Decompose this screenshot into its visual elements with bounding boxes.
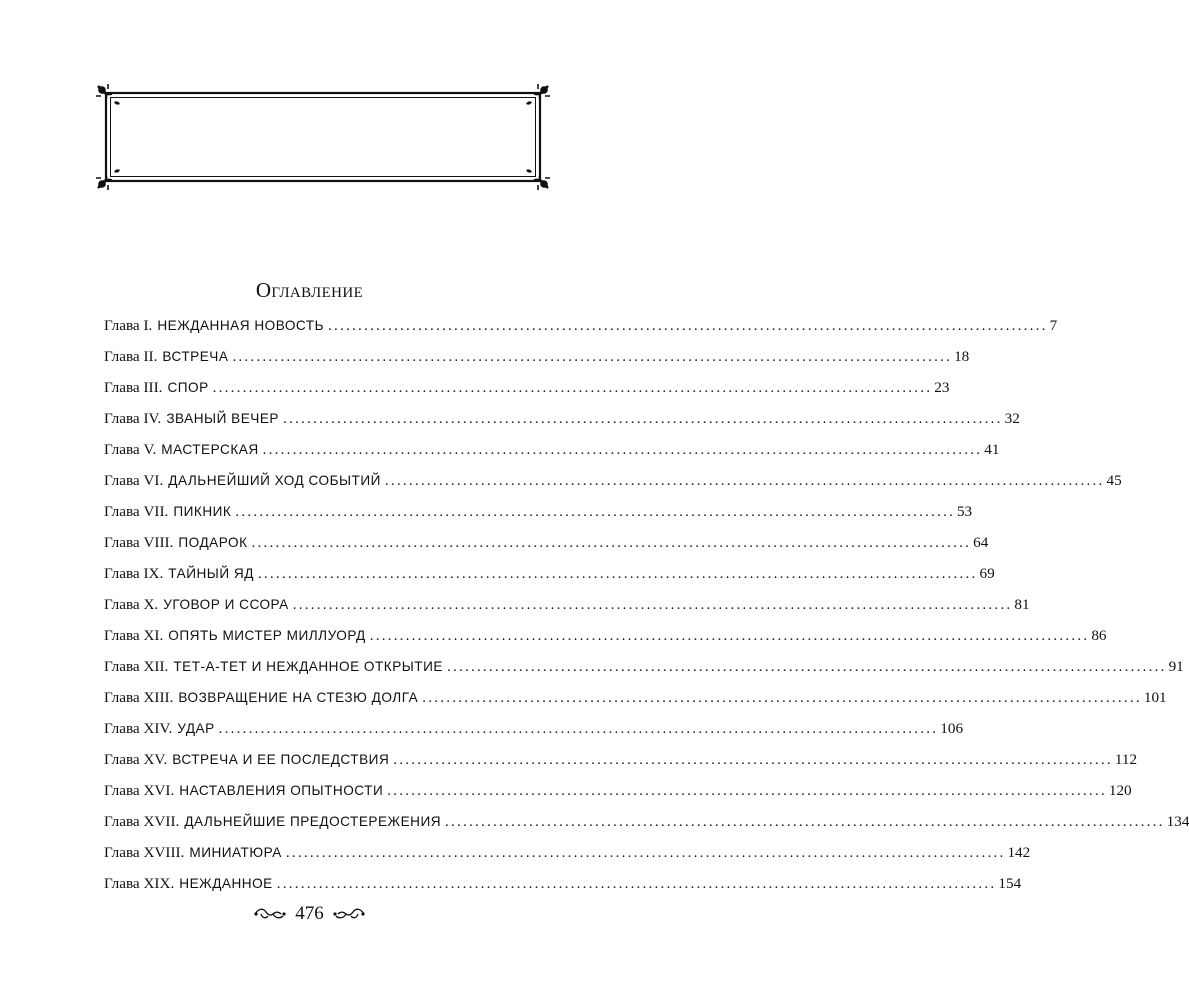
toc-entry[interactable] (104, 503, 973, 534)
toc-chapter-title: УГОВОР И ССОРА (163, 597, 289, 612)
page-footer (0, 903, 619, 925)
toc-dot-leader: ........................................................................................................................ (384, 472, 1105, 489)
toc-chapter-number: Глава XIII. (104, 689, 174, 706)
toc-chapter-title: ПОДАРОК (178, 535, 248, 550)
toc-page-number: 41 (984, 441, 1000, 458)
toc-dot-leader: ........................................................................................................................ (218, 720, 939, 737)
toc-page-number: 106 (940, 720, 964, 737)
toc-chapter-number: Глава XI. (104, 627, 164, 644)
toc-chapter-title: ДАЛЬНЕЙШИЕ ПРЕДОСТЕРЕЖЕНИЯ (184, 814, 442, 829)
toc-dot-leader: ........................................................................................................................ (282, 410, 1003, 427)
toc-entry[interactable] (104, 689, 1167, 720)
toc-chapter-title: ТЕТ-А-ТЕТ И НЕЖДАННОЕ ОТКРЫТИЕ (173, 659, 443, 674)
toc-entry[interactable] (104, 534, 989, 565)
toc-entry[interactable] (104, 410, 1020, 441)
toc-page-number: 69 (979, 565, 995, 582)
toc-chapter-title: НЕЖДАННОЕ (179, 876, 273, 891)
toc-chapter-title: МАСТЕРСКАЯ (161, 442, 259, 457)
toc-page-number: 7 (1049, 317, 1058, 334)
toc-entry[interactable] (104, 782, 1132, 813)
toc-entry[interactable] (104, 348, 970, 379)
toc-page-number: 154 (998, 875, 1022, 892)
toc-chapter-number: Глава X. (104, 596, 159, 613)
toc-entry[interactable] (104, 658, 1184, 689)
toc-page-number: 32 (1004, 410, 1020, 427)
toc-entry[interactable] (104, 565, 995, 596)
page-number: 476 (295, 903, 324, 924)
toc-page-number: 81 (1014, 596, 1030, 613)
toc-entry[interactable] (104, 379, 950, 410)
toc-page-number: 142 (1007, 844, 1031, 861)
toc-chapter-number: Глава XIX. (104, 875, 175, 892)
toc-chapter-number: Глава II. (104, 348, 158, 365)
toc-dot-leader: ........................................................................................................................ (235, 503, 955, 520)
toc-page-number: 23 (934, 379, 950, 396)
toc-chapter-title: УДАР (177, 721, 215, 736)
toc-chapter-number: Глава III. (104, 379, 163, 396)
toc-chapter-title: ВСТРЕЧА И ЕЕ ПОСЛЕДСТВИЯ (172, 752, 390, 767)
toc-chapter-title: ЗВАНЫЙ ВЕЧЕР (166, 411, 279, 426)
toc-entry[interactable] (104, 813, 1189, 844)
toc-entry[interactable] (104, 627, 1107, 658)
toc-chapter-title: ПИКНИК (173, 504, 232, 519)
toc-chapter-number: Глава XVIII. (104, 844, 185, 861)
toc-dot-leader: ........................................................................................................................ (257, 565, 978, 582)
toc-chapter-number: Глава IV. (104, 410, 162, 427)
toc-dot-leader: ........................................................................................................................ (387, 782, 1107, 799)
toc-chapter-title: ОПЯТЬ МИСТЕР МИЛЛУОРД (168, 628, 366, 643)
vine-ornament-icon (332, 907, 366, 921)
toc-dot-leader: ........................................................................................................................ (393, 751, 1113, 768)
toc-page-number: 45 (1106, 472, 1122, 489)
toc-dot-leader: ........................................................................................................................ (232, 348, 953, 365)
toc-dot-leader: ........................................................................................................................ (445, 813, 1165, 830)
toc-dot-leader: ........................................................................................................................ (446, 658, 1167, 675)
toc-page-number: 91 (1168, 658, 1184, 675)
toc-chapter-title: ВОЗВРАЩЕНИЕ НА СТЕЗЮ ДОЛГА (178, 690, 419, 705)
toc-list (104, 317, 1189, 906)
toc-entry[interactable] (104, 844, 1031, 875)
toc-entry[interactable] (104, 441, 1000, 472)
toc-page-number: 112 (1114, 751, 1138, 768)
toc-page-number: 86 (1091, 627, 1107, 644)
vine-ornament-icon (253, 907, 287, 921)
toc-dot-leader: ........................................................................................................................ (262, 441, 983, 458)
toc-entry[interactable] (104, 596, 1030, 627)
toc-chapter-number: Глава VII. (104, 503, 169, 520)
toc-chapter-number: Глава I. (104, 317, 153, 334)
toc-page-number: 18 (954, 348, 970, 365)
toc-entry[interactable] (104, 751, 1138, 782)
toc-chapter-number: Глава IX. (104, 565, 164, 582)
toc-chapter-number: Глава XVI. (104, 782, 175, 799)
toc-page-number: 101 (1143, 689, 1167, 706)
toc-page-number: 134 (1166, 813, 1189, 830)
toc-chapter-number: Глава XII. (104, 658, 169, 675)
toc-chapter-title: НАСТАВЛЕНИЯ ОПЫТНОСТИ (179, 783, 384, 798)
ornamental-frame-icon (96, 84, 550, 190)
toc-chapter-title: ТАЙНЫЙ ЯД (168, 566, 254, 581)
toc-dot-leader: ........................................................................................................................ (212, 379, 933, 396)
toc-entry[interactable] (104, 875, 1022, 906)
toc-dot-leader: ........................................................................................................................ (422, 689, 1142, 706)
toc-dot-leader: ........................................................................................................................ (251, 534, 972, 551)
toc-dot-leader: ........................................................................................................................ (369, 627, 1090, 644)
toc-page-number: 120 (1108, 782, 1132, 799)
toc-chapter-title: МИНИАТЮРА (189, 845, 282, 860)
toc-chapter-number: Глава XVII. (104, 813, 180, 830)
toc-dot-leader: ........................................................................................................................ (276, 875, 997, 892)
toc-page-number: 53 (956, 503, 973, 520)
toc-chapter-title: СПОР (167, 380, 209, 395)
toc-chapter-number: Глава XIV. (104, 720, 173, 737)
toc-chapter-number: Глава V. (104, 441, 157, 458)
toc-dot-leader: ........................................................................................................................ (328, 317, 1048, 334)
toc-chapter-number: Глава VI. (104, 472, 164, 489)
toc-title: Оглавление (255, 278, 364, 302)
toc-chapter-title: НЕЖДАННАЯ НОВОСТЬ (157, 318, 325, 333)
toc-entry[interactable] (104, 317, 1058, 348)
toc-dot-leader: ........................................................................................................................ (292, 596, 1013, 613)
toc-entry[interactable] (104, 472, 1122, 503)
toc-chapter-number: Глава XV. (104, 751, 168, 768)
toc-dot-leader: ........................................................................................................................ (285, 844, 1006, 861)
toc-chapter-number: Глава VIII. (104, 534, 174, 551)
toc-chapter-title: ДАЛЬНЕЙШИЙ ХОД СОБЫТИЙ (168, 473, 381, 488)
toc-entry[interactable] (104, 720, 964, 751)
toc-page-number: 64 (973, 534, 989, 551)
toc-chapter-title: ВСТРЕЧА (162, 349, 229, 364)
